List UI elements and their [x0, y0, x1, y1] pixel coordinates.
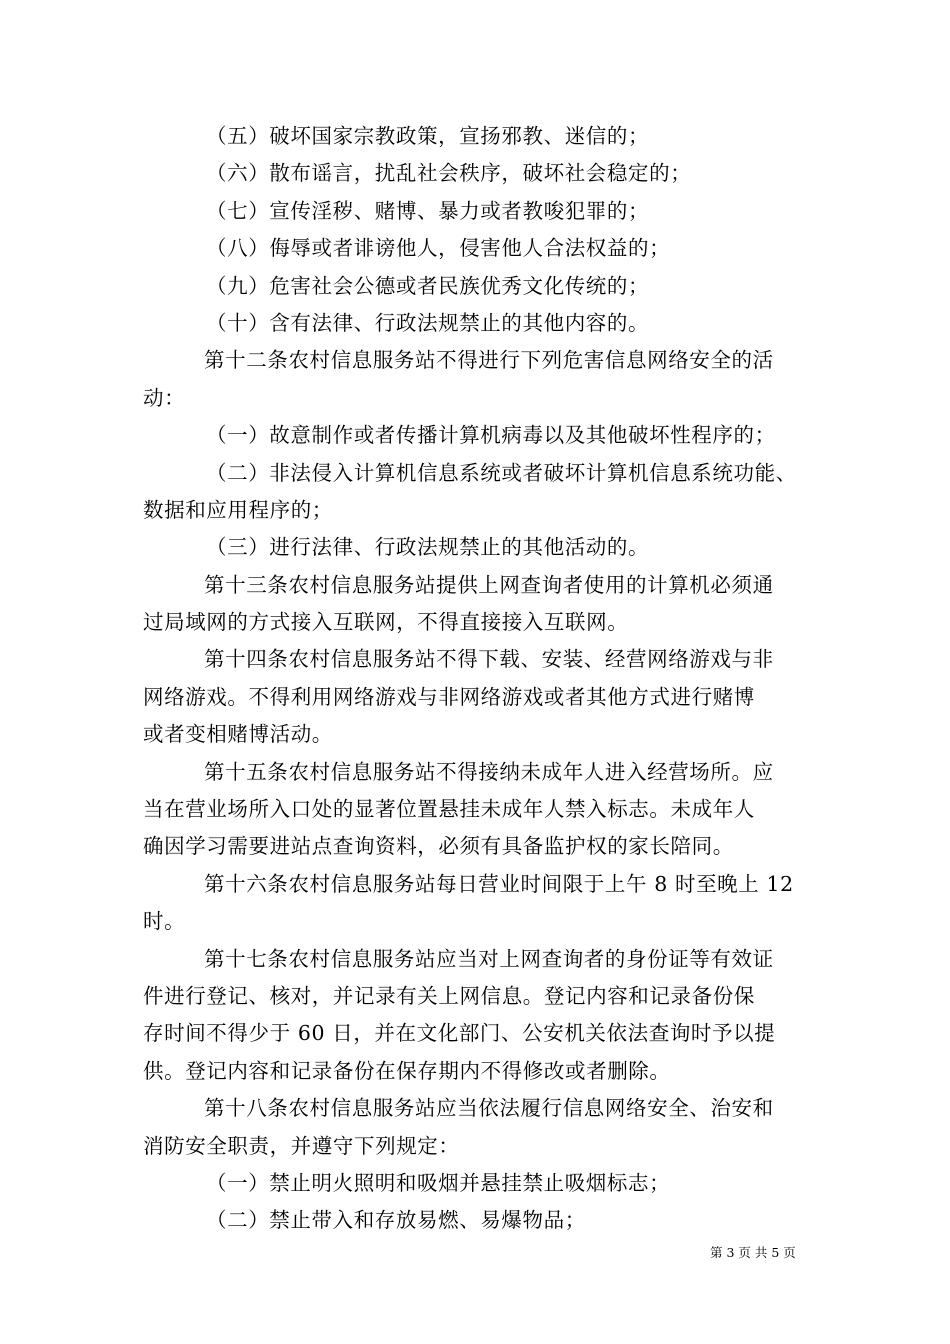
document-line: （六）散布谣言，扰乱社会秩序，破坏社会稳定的； [206, 161, 692, 186]
document-line: 消防安全职责，并遵守下列规定： [143, 1133, 460, 1158]
document-line: 第十六条农村信息服务站每日营业时间限于上午 8 时至晚上 12 [204, 871, 794, 896]
document-line: （八）侮辱或者诽谤他人，侵害他人合法权益的； [206, 236, 671, 261]
document-line: （二）非法侵入计算机信息系统或者破坏计算机信息系统功能、 [206, 460, 797, 485]
document-line: （九）危害社会公德或者民族优秀文化传统的； [206, 273, 650, 298]
document-line: 或者变相赌博活动。 [143, 722, 333, 747]
document-line: （五）破坏国家宗教政策，宣扬邪教、迷信的； [206, 124, 650, 148]
document-line: 网络游戏。不得利用网络游戏与非网络游戏或者其他方式进行赌博 [143, 684, 755, 709]
page-number-footer: 第 3 页 共 5 页 [710, 1245, 796, 1260]
document-line: 供。登记内容和记录备份在保存期内不得修改或者删除。 [143, 1058, 671, 1083]
document-line: （三）进行法律、行政法规禁止的其他活动的。 [206, 535, 650, 560]
document-line: 时。 [143, 909, 186, 934]
document-line: 存时间不得少于 60 日，并在文化部门、公安机关依法查询时予以提 [143, 1021, 776, 1046]
document-line: （一）故意制作或者传播计算机病毒以及其他破坏性程序的； [206, 423, 776, 448]
document-line: 数据和应用程序的； [143, 497, 333, 522]
document-line: （一）禁止明火照明和吸烟并悬挂禁止吸烟标志； [206, 1170, 671, 1195]
document-line: （七）宣传淫秽、赌博、暴力或者教唆犯罪的； [206, 198, 650, 223]
document-line: （十）含有法律、行政法规禁止的其他内容的。 [206, 310, 650, 335]
document-line: 第十三条农村信息服务站提供上网查询者使用的计算机必须通 [204, 572, 774, 597]
document-line: 确因学习需要进站点查询资料，必须有具备监护权的家长陪同。 [143, 834, 734, 859]
document-line: 件进行登记、核对，并记录有关上网信息。登记内容和记录备份保 [143, 983, 755, 1008]
document-line: 动： [143, 385, 186, 410]
document-line: （二）禁止带入和存放易燃、易爆物品； [206, 1208, 586, 1233]
document-line: 第十五条农村信息服务站不得接纳未成年人进入经营场所。应 [204, 759, 774, 784]
document-line: 过局域网的方式接入互联网，不得直接接入互联网。 [143, 610, 629, 635]
document-line: 第十七条农村信息服务站应当对上网查询者的身份证等有效证 [204, 946, 774, 971]
document-line: 第十八条农村信息服务站应当依法履行信息网络安全、治安和 [204, 1096, 774, 1121]
document-line: 第十四条农村信息服务站不得下载、安装、经营网络游戏与非 [204, 647, 774, 672]
document-line: 第十二条农村信息服务站不得进行下列危害信息网络安全的活 [204, 348, 774, 373]
document-body [143, 118, 811, 1240]
document-line: 当在营业场所入口处的显著位置悬挂未成年人禁入标志。未成年人 [143, 797, 755, 822]
